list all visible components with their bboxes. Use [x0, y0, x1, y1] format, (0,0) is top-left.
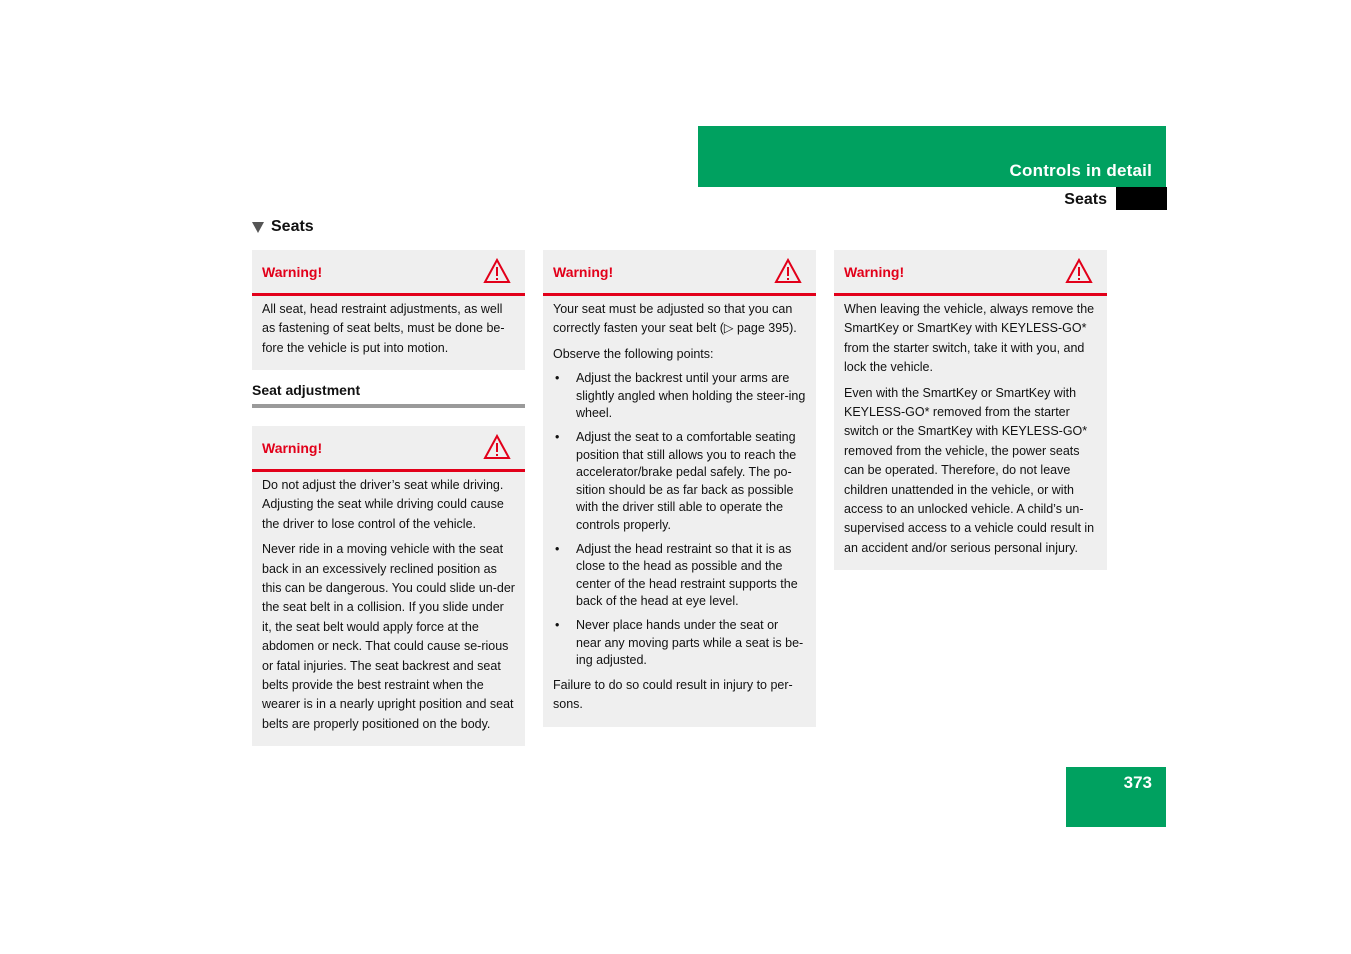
- list-item: • Adjust the seat to a comfortable seating position that still allows you to reach the accelerator/brake pedal safely. The po-sition should be as far back as possible with the driver still able to operate the controls properly.: [553, 429, 806, 535]
- bullet-list: [553, 370, 806, 670]
- warning-paragraph: Do not adjust the driver’s seat while driving. Adjusting the seat while driving could cause the driver to lose control of the vehicle.: [262, 478, 504, 531]
- warning-triangle-icon: [483, 258, 511, 284]
- warning-paragraph: Failure to do so could result in injury to per-sons.: [553, 677, 793, 712]
- warning-header: [252, 250, 525, 296]
- warning-triangle-icon: [483, 434, 511, 460]
- chapter-title: Controls in detail: [1009, 161, 1152, 180]
- warning-header: [252, 426, 525, 472]
- warning-box-smartkey: [834, 250, 1107, 570]
- warning-body: [834, 296, 1107, 570]
- list-item: • Never place hands under the seat or near any moving parts while a seat is be-ing adjusted.: [553, 617, 806, 670]
- triangle-down-icon: [252, 222, 264, 233]
- warning-title: Warning!: [262, 263, 323, 280]
- warning-body: [543, 296, 816, 727]
- section-title: Seats: [271, 218, 314, 235]
- warning-paragraph: When leaving the vehicle, always remove the SmartKey or SmartKey with KEYLESS-GO* from the starter switch, take it with you, and lock the vehicle.: [844, 302, 1095, 375]
- warning-body: [252, 472, 525, 746]
- warning-paragraph: Your seat must be adjusted so that you can correctly fasten your seat belt (▷ page 395).: [553, 302, 797, 336]
- warning-body: [252, 296, 525, 370]
- page-number: 373: [1123, 773, 1152, 792]
- subsection-heading: Seat adjustment: [252, 382, 525, 408]
- warning-triangle-icon: [774, 258, 802, 284]
- warning-header: [543, 250, 816, 296]
- warning-paragraph: All seat, head restraint adjustments, as well as fastening of seat belts, must be done be-fore the vehicle is put into motion.: [262, 302, 505, 355]
- warning-box-seat-position: [543, 250, 816, 727]
- warning-title: Warning!: [844, 263, 905, 280]
- chapter-subtitle: Seats: [1064, 191, 1107, 208]
- list-item: • Adjust the head restraint so that it is as close to the head as possible and the center of the head restraint supports the back of the head at eye level.: [553, 541, 806, 611]
- warning-title: Warning!: [553, 263, 614, 280]
- list-item: • Adjust the backrest until your arms are slightly angled when holding the steer-ing wheel.: [553, 370, 806, 423]
- chapter-header: [698, 126, 1166, 187]
- warning-header: [834, 250, 1107, 296]
- warning-box-seat-adjustment: [252, 426, 525, 746]
- warning-triangle-icon: [1065, 258, 1093, 284]
- chapter-tab-marker: [1116, 187, 1167, 210]
- warning-title: Warning!: [262, 439, 323, 456]
- warning-paragraph: Never ride in a moving vehicle with the seat back in an excessively reclined position as this can be dangerous. You could slide un-der the seat belt in a collision. If you slide under it, the seat belt would apply force at the abdomen or neck. That could cause se-rious or fatal injuries. The seat backrest and seat belts provide the best restraint when the wearer is in a nearly upright position and seat belts are properly positioned on the body.: [262, 542, 515, 731]
- warning-paragraph: Even with the SmartKey or SmartKey with KEYLESS-GO* removed from the starter switch or the SmartKey with KEYLESS-GO* removed from the vehicle, the power seats can be operated. Therefore, do not leave children unattended in the vehicle, or with access to an unlocked vehicle. A child’s un-supervised access to a vehicle could result in an accident and/or serious personal injury.: [844, 385, 1095, 555]
- warning-box-seats: [252, 250, 525, 370]
- page-number-box: [1066, 767, 1166, 827]
- section-heading: [252, 218, 314, 236]
- warning-paragraph: Observe the following points:: [553, 346, 714, 361]
